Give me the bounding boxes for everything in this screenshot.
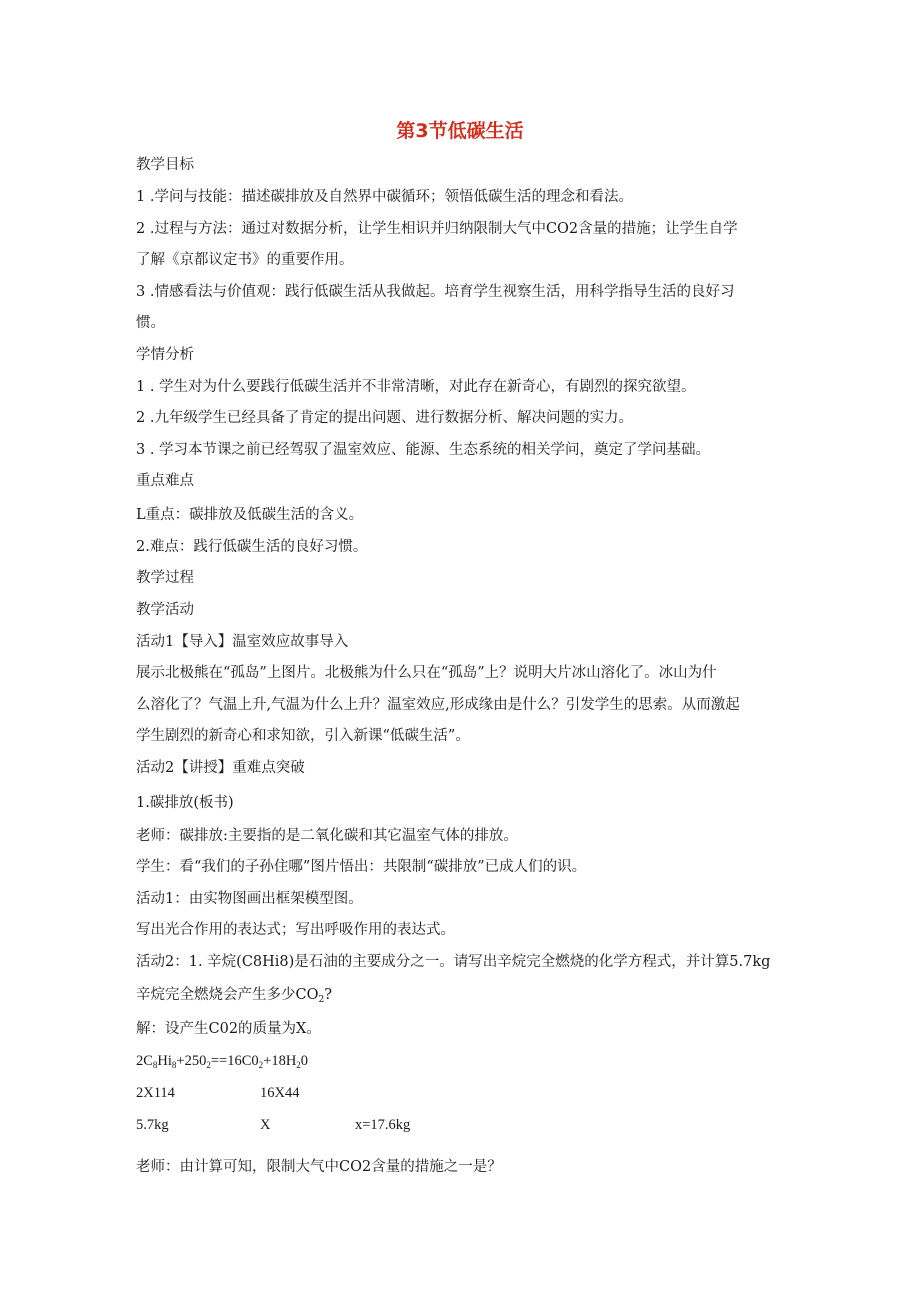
section-carbon-emission: 1.碳排放(板书) xyxy=(136,795,234,811)
goal-1: 1 .学问与技能：描述碳排放及自然界中碳循环；领悟低碳生活的理念和看法。 xyxy=(136,189,633,205)
heading-teaching-process: 教学过程 xyxy=(136,570,194,586)
heading-student-analysis: 学情分析 xyxy=(136,347,194,363)
activity-1-text-1: 展示北极熊在“孤岛”上图片。北极熊为什么只在“孤岛”上？说明大片冰山溶化了。冰山为什 xyxy=(136,665,717,681)
goal-2-cont: 了解《京都议定书》的重要作用。 xyxy=(136,252,354,268)
key-point-2: 2.难点：践行低碳生活的良好习惯。 xyxy=(136,539,368,555)
solution-line: 解：设产生C02的质量为X。 xyxy=(136,1021,321,1037)
activity-1-text-2: 么溶化了？气温上升,气温为什么上升？温室效应,形成缘由是什么？引发学生的思索。从而激起 xyxy=(136,697,740,713)
teacher-line-1: 老师：碳排放:主要指的是二氧化碳和其它温室气体的排放。 xyxy=(136,828,518,844)
activity-sub-1: 活动1：由实物图画出框架模型图。 xyxy=(136,891,363,907)
heading-key-points: 重点难点 xyxy=(136,473,194,489)
goal-3-cont: 惯。 xyxy=(136,315,165,331)
activity-1-text-3: 学生剧烈的新奇心和求知欲，引入新课“低碳生活”。 xyxy=(136,728,470,744)
analysis-1: 1 . 学生对为什么要践行低碳生活并不非常清晰，对此存在新奇心，有剧烈的探究欲望。 xyxy=(136,379,696,395)
student-line: 学生：看“我们的子孙住哪”图片悟出：共限制“碳排放”已成人们的识。 xyxy=(136,859,587,875)
document-page: 第3节低碳生活 教学目标 1 .学问与技能：描述碳排放及自然界中碳循环；领悟低碳生活的理念和看法。 2 .过程与方法：通过对数据分析，让学生相识并归纳限制大气中CO2含量的措施；让学生自学 了解《京都议定书》的重要作用。 3 .情感看法与价值观：践行低碳生活从我做起。培育学生视察生活，用科学指导生活的良好习 惯。 学情分析 1 . 学生对为什么要践行低碳生活并不非常清晰，对此存在新奇心，有剧烈的探究欲望。 2 .九年级学生已经具备了肯定的提出问题、进行数据分析、解决问题的实力。 3 . 学习本节课之前已经驾驭了温室效应、能源、生态系统的相关学问，奠定了学问基础。 重点难点 L重点：碳排放及低碳生活的含义。 2.难点：践行低碳生活的良好习惯。 教学过程 教学活动 活动1【导入】温室效应故事导入 展示北极熊在“孤岛”上图片。北极熊为什么只在“孤岛”上？说明大片冰山溶化了。冰山为什 么溶化了？气温上升,气温为什么上升？温室效应,形成缘由是什么？引发学生的思索。从而激起 学生剧烈的新奇心和求知欲，引入新课“低碳生活”。 活动2【讲授】重难点突破 1.碳排放(板书) 老师：碳排放:主要指的是二氧化碳和其它温室气体的排放。 学生：看“我们的子孙住哪”图片悟出：共限制“碳排放”已成人们的识。 活动1：由实物图画出框架模型图。 写出光合作用的表达式；写出呼吸作用的表达式。 活动2：1. 辛烷(C8Hi8)是石油的主要成分之一。请写出辛烷完全燃烧的化学方程式，并计算5.7kg 辛烷完全燃烧会产生多少$CO_2$? 解：设产生C02的质量为X。 $2C_8Hi_8+250_2==16C0_2+18H_20$ 2X114 16X44 5.7kg X x=17.6kg 老师：由计算可知，限制大气中CO2含量的措施之一是？ xyxy=(0,0,920,1301)
analysis-2: 2 .九年级学生已经具备了肯定的提出问题、进行数据分析、解决问题的实力。 xyxy=(136,410,633,426)
chemical-equation: $2C_8Hi_8+250_2==16C0_2+18H_20$ xyxy=(136,1053,309,1070)
activity-sub-2: 活动2：1. 辛烷(C8Hi8)是石油的主要成分之一。请写出辛烷完全燃烧的化学方程式，并计算5.7kg xyxy=(136,954,771,970)
heading-teaching-goals: 教学目标 xyxy=(136,157,194,173)
document-title: 第3节低碳生活 xyxy=(396,120,524,142)
key-point-1: L重点：碳排放及低碳生活的含义。 xyxy=(136,507,364,523)
photosynthesis-line: 写出光合作用的表达式；写出呼吸作用的表达式。 xyxy=(136,922,455,938)
goal-2: 2 .过程与方法：通过对数据分析，让学生相识并归纳限制大气中CO2含量的措施；让学生自学 xyxy=(136,221,738,237)
activity-sub-2-cont: 辛烷完全燃烧会产生多少$CO_2$? xyxy=(136,987,332,1005)
teacher-question: 老师：由计算可知，限制大气中CO2含量的措施之一是？ xyxy=(136,1159,502,1175)
activity-2-heading: 活动2【讲授】重难点突破 xyxy=(136,760,305,776)
activity-1-heading: 活动1【导入】温室效应故事导入 xyxy=(136,634,349,650)
heading-teaching-activities: 教学活动 xyxy=(136,602,194,618)
goal-3: 3 .情感看法与价值观：践行低碳生活从我做起。培育学生视察生活，用科学指导生活的良好习 xyxy=(136,284,735,300)
analysis-3: 3 . 学习本节课之前已经驾驭了温室效应、能源、生态系统的相关学问，奠定了学问基础。 xyxy=(136,442,711,458)
